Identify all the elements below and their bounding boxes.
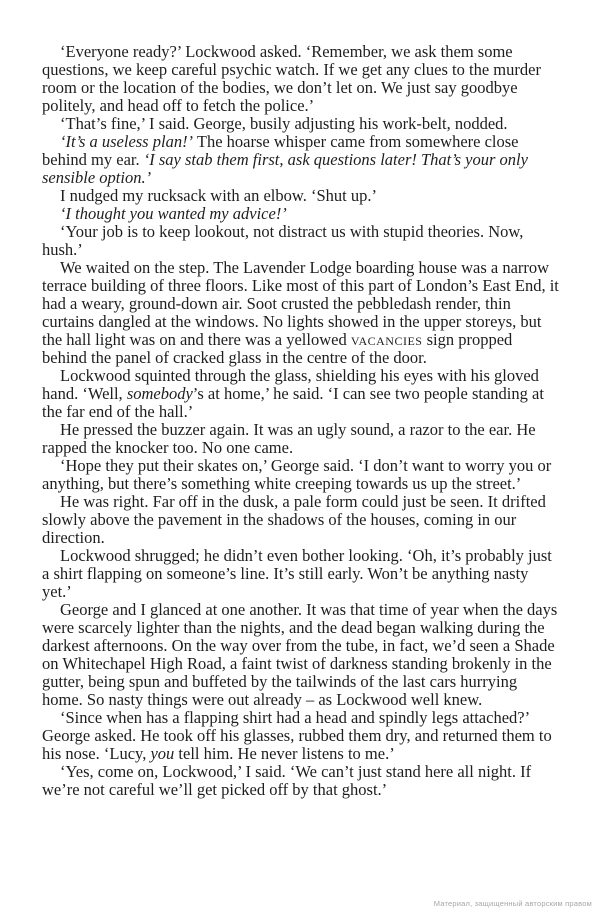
italic-run: ‘I thought you wanted my advice!’ xyxy=(60,204,287,223)
paragraph xyxy=(42,709,559,763)
paragraph xyxy=(42,223,559,259)
paragraph xyxy=(42,187,559,205)
text-run: The hoarse whisper came from somewhere close behind my ear. xyxy=(42,132,519,169)
page-text xyxy=(42,43,559,799)
text-run: ‘Since when has a flapping shirt had a head and spindly legs attached?’ George asked. He took off his glasses, rubbed them dry, and returned them to his nose. ‘Lucy, xyxy=(42,708,552,763)
paragraph xyxy=(42,367,559,421)
paragraph xyxy=(42,763,559,799)
text-run: sign propped behind the panel of cracked glass in the centre of the door. xyxy=(42,330,513,367)
text-run: ‘Yes, come on, Lockwood,’ I said. ‘We can’t just stand here all night. If we’re not careful we’ll get picked off by that ghost.’ xyxy=(42,762,532,799)
text-run: George and I glanced at one another. It was that time of year when the days were scarcely lighter than the nights, and the dead began walking during the darkest afternoons. On the way over from the tube, in fact, we’d seen a Shade on Whitechapel High Road, a faint twist of darkness standing brokenly in the gutter, being spun and buffeted by the tailwinds of the last cars hurrying home. So nasty things were out already – as Lockwood well knew. xyxy=(42,600,558,709)
copyright-watermark: Материал, защищенный авторским правом xyxy=(433,899,592,908)
paragraph xyxy=(42,493,559,547)
text-run: Lockwood squinted through the glass, shielding his eyes with his gloved hand. ‘Well, xyxy=(42,366,539,403)
italic-run: ‘It’s a useless plan!’ xyxy=(60,132,194,151)
paragraph xyxy=(42,547,559,601)
paragraph xyxy=(42,601,559,709)
text-run: He was right. Far off in the dusk, a pale form could just be seen. It drifted slowly above the pavement in the shadows of the houses, coming in our direction. xyxy=(42,492,546,547)
italic-run: somebody xyxy=(126,384,193,403)
text-run: Lockwood shrugged; he didn’t even bother looking. ‘Oh, it’s probably just a shirt flapping on someone’s line. It’s still early. Won’t be anything nasty yet.’ xyxy=(42,546,552,601)
paragraph xyxy=(42,115,559,133)
paragraph xyxy=(42,259,559,367)
text-run: ’s at home,’ he said. ‘I can see two people standing at the far end of the hall.’ xyxy=(42,384,544,421)
paragraph xyxy=(42,421,559,457)
text-run: He pressed the buzzer again. It was an ugly sound, a razor to the ear. He rapped the knocker too. No one came. xyxy=(42,420,536,457)
paragraph xyxy=(42,457,559,493)
italic-run: you xyxy=(150,744,175,763)
text-run: I nudged my rucksack with an elbow. ‘Shut up.’ xyxy=(60,186,377,205)
text-run: ‘That’s fine,’ I said. George, busily adjusting his work-belt, nodded. xyxy=(60,114,508,133)
text-run: ‘Everyone ready?’ Lockwood asked. ‘Remember, we ask them some questions, we keep careful psychic watch. If we get any clues to the murder room or the location of the bodies, we don’t let on. We just say goodbye politely, and head off to fetch the police.’ xyxy=(42,42,541,115)
paragraph xyxy=(42,205,559,223)
text-run: tell him. He never listens to me.’ xyxy=(174,744,395,763)
paragraph xyxy=(42,133,559,187)
smallcaps-run: vacancies xyxy=(350,330,423,349)
text-run: We waited on the step. The Lavender Lodge boarding house was a narrow terrace building of three floors. Like most of this part of London’s East End, it had a weary, ground-down air. Soot crusted the pebbledash render, thin curtains dangled at the windows. No lights showed in the upper storeys, but the hall light was on and there was a yellowed xyxy=(42,258,559,349)
italic-run: ‘I say stab them first, ask questions later! That’s your only sensible option.’ xyxy=(42,150,528,187)
text-run: ‘Your job is to keep lookout, not distract us with stupid theories. Now, hush.’ xyxy=(42,222,524,259)
paragraph xyxy=(42,43,559,115)
text-run: ‘Hope they put their skates on,’ George said. ‘I don’t want to worry you or anything, but there’s something white creeping towards us up the street.’ xyxy=(42,456,552,493)
